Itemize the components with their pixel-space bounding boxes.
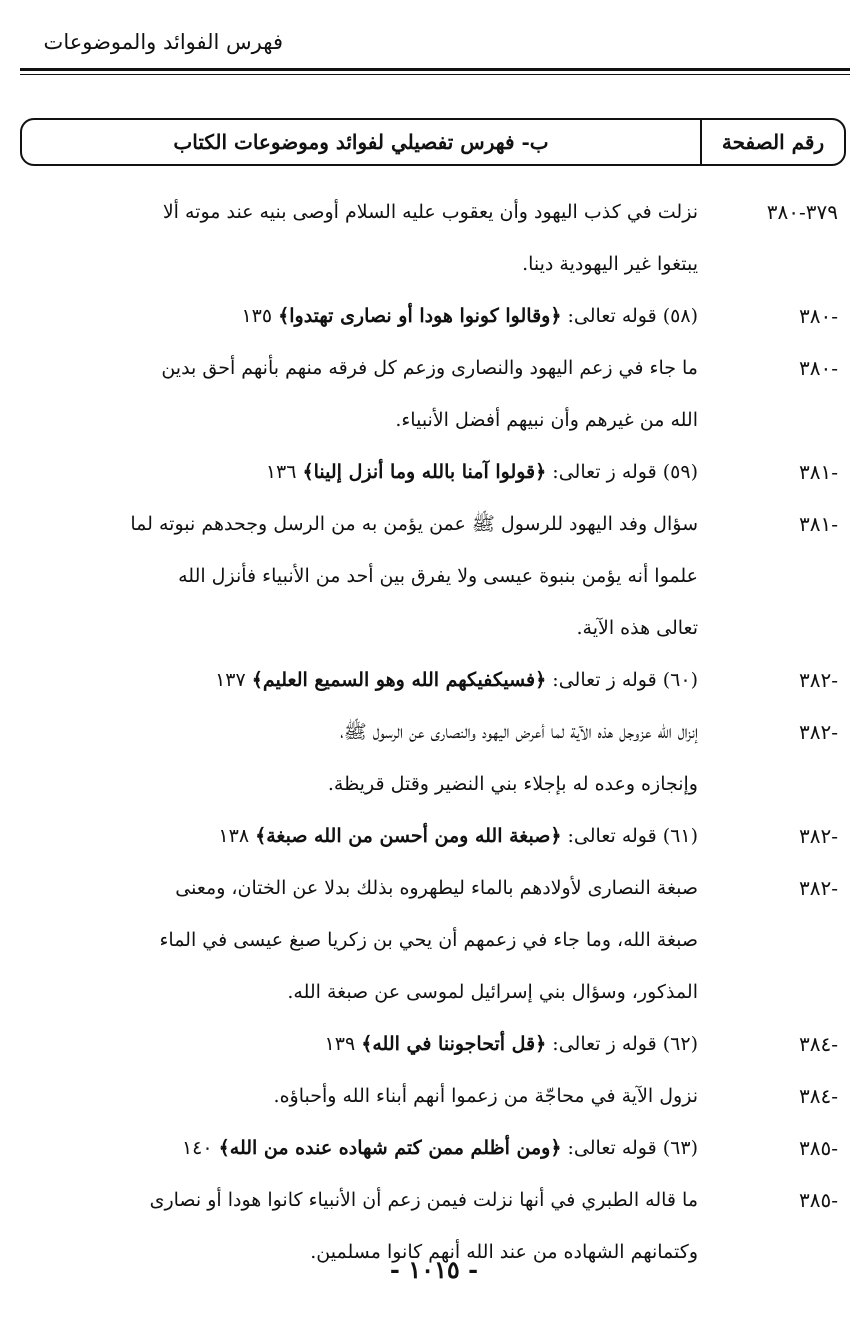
entry-line: وكتمانهم الشهاده من عند الله أنهم كانوا مسلمين.: [310, 1241, 698, 1263]
index-entry: [18, 654, 838, 706]
index-entry: [18, 1070, 838, 1122]
entry-line: وإنجازه وعده له بإجلاء بني النضير وقتل قريظة.: [327, 773, 698, 795]
quran-verse: ﴿قولوا آمنا بالله وما أنزل إلينا﴾: [302, 461, 547, 483]
entry-text: [18, 342, 698, 446]
header-rule-thin: [20, 74, 850, 75]
entry-page-ref: -٣٨٤: [799, 1032, 838, 1056]
verse-number-label: (٦٢) قوله ز تعالى:: [546, 1033, 698, 1055]
entry-page-ref: -٣٨٠: [799, 356, 838, 380]
index-entry: [18, 1122, 838, 1174]
verse-heading: [18, 810, 698, 862]
entry-text: [18, 1122, 698, 1174]
verse-heading: [18, 290, 698, 342]
entry-text: [18, 706, 698, 810]
index-table-header: [20, 118, 846, 166]
entry-text: [18, 654, 698, 706]
entry-page-ref: -٣٨١: [799, 512, 838, 536]
entry-page-ref: -٣٨٢: [799, 720, 838, 744]
running-head: فهرس الفوائد والموضوعات: [43, 30, 283, 54]
index-entry: [18, 186, 838, 290]
entry-page-ref: -٣٨٠: [799, 304, 838, 328]
quran-verse: ﴿ومن أظلم ممن كتم شهاده عنده من الله﴾: [218, 1137, 562, 1159]
verse-reference-number: ١٣٧: [215, 669, 252, 691]
entry-text: [18, 810, 698, 862]
entry-page-ref: -٣٨٢: [799, 824, 838, 848]
entry-text: [18, 446, 698, 498]
quran-verse: ﴿وقالوا كونوا هودا أو نصارى تهتدوا﴾: [278, 305, 562, 327]
entry-line: ما قاله الطبري في أنها نزلت فيمن زعم أن الأنبياء كانوا هودا أو نصارى: [149, 1189, 698, 1211]
verse-reference-number: ١٣٥: [241, 305, 279, 327]
entry-line: يبتغوا غير اليهودية دينا.: [522, 253, 698, 275]
verse-number-label: (٦٣) قوله تعالى:: [561, 1137, 698, 1159]
entry-text: [18, 862, 698, 1018]
page-column-header: رقم الصفحة: [721, 130, 825, 154]
column-divider: [700, 120, 702, 164]
entry-page-ref: -٣٨٥: [799, 1188, 838, 1212]
index-entries: [18, 186, 838, 1278]
index-entry: [18, 342, 838, 446]
entry-text: [18, 1018, 698, 1070]
entry-line: المذكور، وسؤال بني إسرائيل لموسى عن صبغة الله.: [287, 981, 698, 1003]
entry-page-ref: -٣٨٤: [799, 1084, 838, 1108]
verse-reference-number: ١٣٦: [265, 461, 303, 483]
entry-line: نزول الآية في محاجّة من زعموا أنهم أبناء الله وأحباؤه.: [273, 1085, 698, 1107]
entry-line: صبغة الله، وما جاء في زعمهم أن يحي بن زكريا صبغ عيسى في الماء: [159, 929, 698, 951]
verse-heading: [18, 446, 698, 498]
index-entry: [18, 1018, 838, 1070]
entry-line: تعالى هذه الآية.: [576, 617, 698, 639]
entry-line: ما جاء في زعم اليهود والنصارى وزعم كل فرقه منهم بأنهم أحق بدين: [161, 357, 698, 379]
verse-heading: [18, 654, 698, 706]
entry-page-ref: -٣٨٢: [799, 668, 838, 692]
entry-text: [18, 498, 698, 654]
index-entry: [18, 706, 838, 810]
entry-line: صبغة النصارى لأولادهم بالماء ليطهروه بذلك بدلا عن الختان، ومعنى: [175, 877, 698, 899]
verse-reference-number: ١٤٠: [181, 1137, 219, 1159]
verse-heading: [18, 1122, 698, 1174]
entry-line: نزلت في كذب اليهود وأن يعقوب عليه السلام أوصى بنيه عند موته ألا: [162, 201, 698, 223]
entry-page-ref: ٣٧٩-٣٨٠: [766, 200, 838, 224]
verse-number-label: (٥٩) قوله ز تعالى:: [546, 461, 698, 483]
entry-text: [18, 290, 698, 342]
quran-verse: ﴿فسيكفيكهم الله وهو السميع العليم﴾: [251, 669, 547, 691]
entry-page-ref: -٣٨٥: [799, 1136, 838, 1160]
entry-page-ref: -٣٨١: [799, 460, 838, 484]
index-entry: [18, 446, 838, 498]
verse-number-label: (٦١) قوله تعالى:: [561, 825, 698, 847]
index-entry: [18, 290, 838, 342]
quran-verse: ﴿قل أتحاجوننا في الله﴾: [361, 1033, 547, 1055]
index-entry: [18, 810, 838, 862]
entry-line: سؤال وفد اليهود للرسول ﷺ عمن يؤمن به من الرسل وجحدهم نبوته لما: [130, 513, 698, 535]
verse-heading: [18, 1018, 698, 1070]
verse-reference-number: ١٣٩: [324, 1033, 362, 1055]
verse-number-label: (٥٨) قوله تعالى:: [561, 305, 698, 327]
topic-column-header: ب- فهرس تفصيلي لفوائد وموضوعات الكتاب: [173, 130, 549, 154]
entry-text: [18, 1070, 698, 1122]
entry-line: إنزال الله عزوجل هذه الآية لما أعرض اليهود والنصارى عن الرسول ﷺ،: [340, 721, 698, 743]
verse-reference-number: ١٣٨: [218, 825, 256, 847]
entry-page-ref: -٣٨٢: [799, 876, 838, 900]
entry-line: علموا أنه يؤمن بنبوة عيسى ولا يفرق بين أحد من الأنبياء فأنزل الله: [178, 565, 698, 587]
quran-verse: ﴿صبغة الله ومن أحسن من الله صبغة﴾: [255, 825, 562, 847]
index-entry: [18, 498, 838, 654]
header-rule: [20, 68, 850, 71]
entry-line: الله من غيرهم وأن نبيهم أفضل الأنبياء.: [395, 409, 698, 431]
page-number: - ١٠١٥ -: [389, 1255, 479, 1284]
index-entry: [18, 862, 838, 1018]
entry-text: [18, 186, 698, 290]
verse-number-label: (٦٠) قوله ز تعالى:: [546, 669, 698, 691]
